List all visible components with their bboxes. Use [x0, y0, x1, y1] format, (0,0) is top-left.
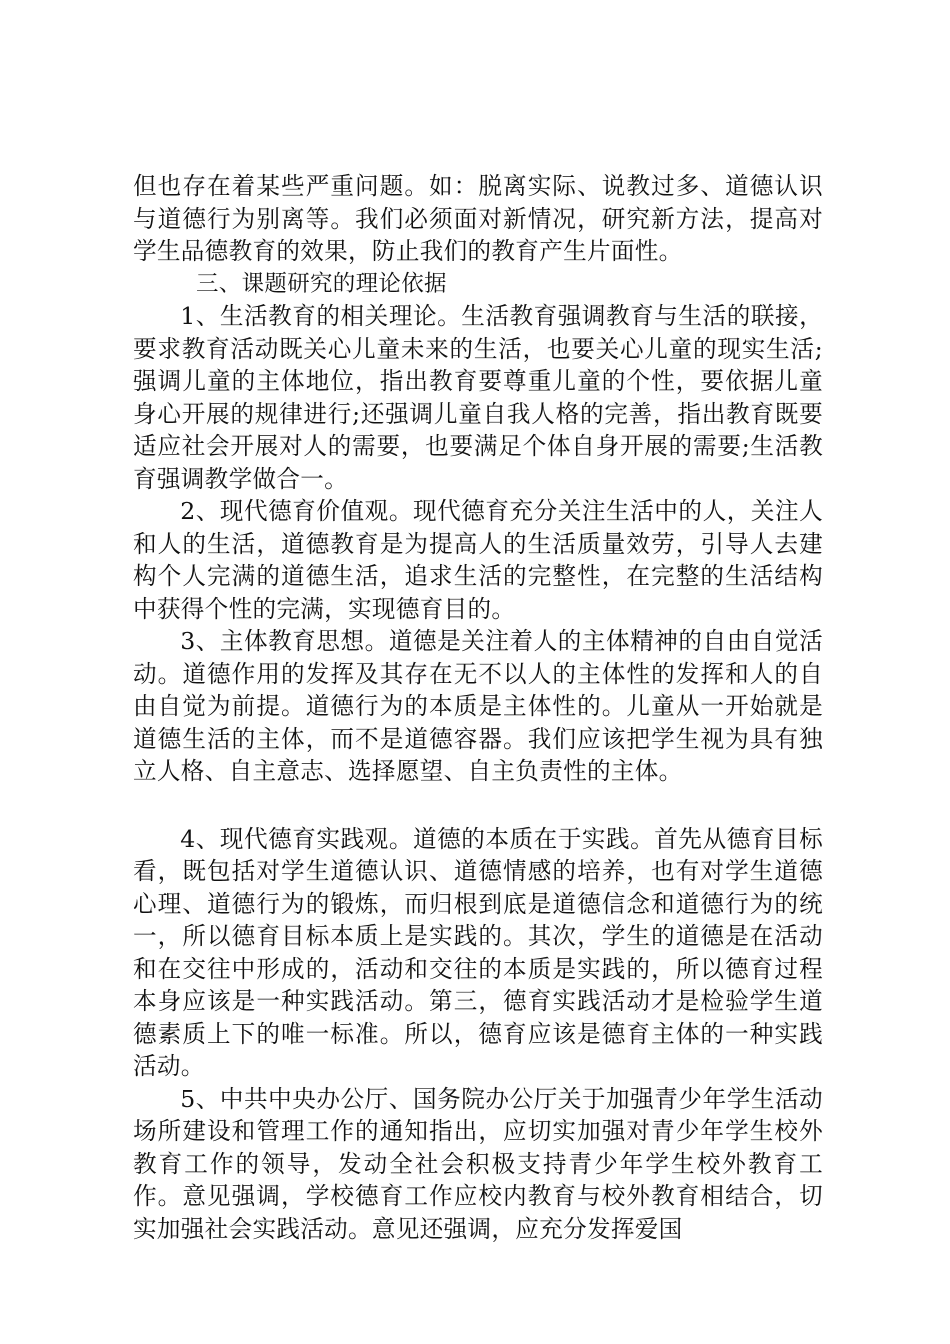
paragraph-spacer	[133, 788, 823, 823]
paragraph-life-education-theory: 1、生活教育的相关理论。生活教育强调教育与生活的联接，要求教育活动既关心儿童未来的生活，也要关心儿童的现实生活;强调儿童的主体地位，指出教育要尊重儿童的个性，要依据儿童身心开展的规律进行;还强调儿童自我人格的完善，指出教育既要适应社会开展对人的需要，也要满足个体自身开展的需要;生活教育强调教学做合一。	[133, 302, 823, 493]
paragraph-intro-continued: 但也存在着某些严重问题。如：脱离实际、说教过多、道德认识与道德行为别离等。我们必须面对新情况，研究新方法，提高对学生品德教育的效果，防止我们的教育产生片面性。	[133, 172, 823, 265]
document-body	[133, 170, 823, 1245]
paragraph-modern-moral-values: 2、现代德育价值观。现代德育充分关注生活中的人，关注人和人的生活，道德教育是为提高人的生活质量效劳，引导人去建构个人完满的道德生活，追求生活的完整性，在完整的生活结构中获得个性的完满，实现德育目的。	[133, 497, 823, 623]
paragraph-moral-practice: 4、现代德育实践观。道德的本质在于实践。首先从德育目标看，既包括对学生道德认识、道德情感的培养，也有对学生道德心理、道德行为的锻炼，而归根到底是道德信念和道德行为的统一，所以德育目标本质上是实践的。其次，学生的道德是在活动和在交往中形成的，活动和交往的本质是实践的，所以德育过程本身应该是一种实践活动。第三，德育实践活动才是检验学生道德素质上下的唯一标准。所以，德育应该是德育主体的一种实践活动。	[133, 824, 823, 1080]
paragraph-subject-education: 3、主体教育思想。道德是关注着人的主体精神的自由自觉活动。道德作用的发挥及其存在无不以人的主体性的发挥和人的自由自觉为前提。道德行为的本质是主体性的。儿童从一开始就是道德生活的主体，而不是道德容器。我们应该把学生视为具有独立人格、自主意志、选择愿望、自主负责性的主体。	[133, 627, 823, 785]
paragraph-central-office-notice: 5、中共中央办公厅、国务院办公厅关于加强青少年学生活动场所建设和管理工作的通知指出，应切实加强对青少年学生校外教育工作的领导，发动全社会积极支持青少年学生校外教育工作。意见强调，学校德育工作应校内教育与校外教育相结合，切实加强社会实践活动。意见还强调，应充分发挥爱国	[133, 1084, 823, 1243]
section-heading-theory-basis: 三、课题研究的理论依据	[196, 270, 447, 297]
